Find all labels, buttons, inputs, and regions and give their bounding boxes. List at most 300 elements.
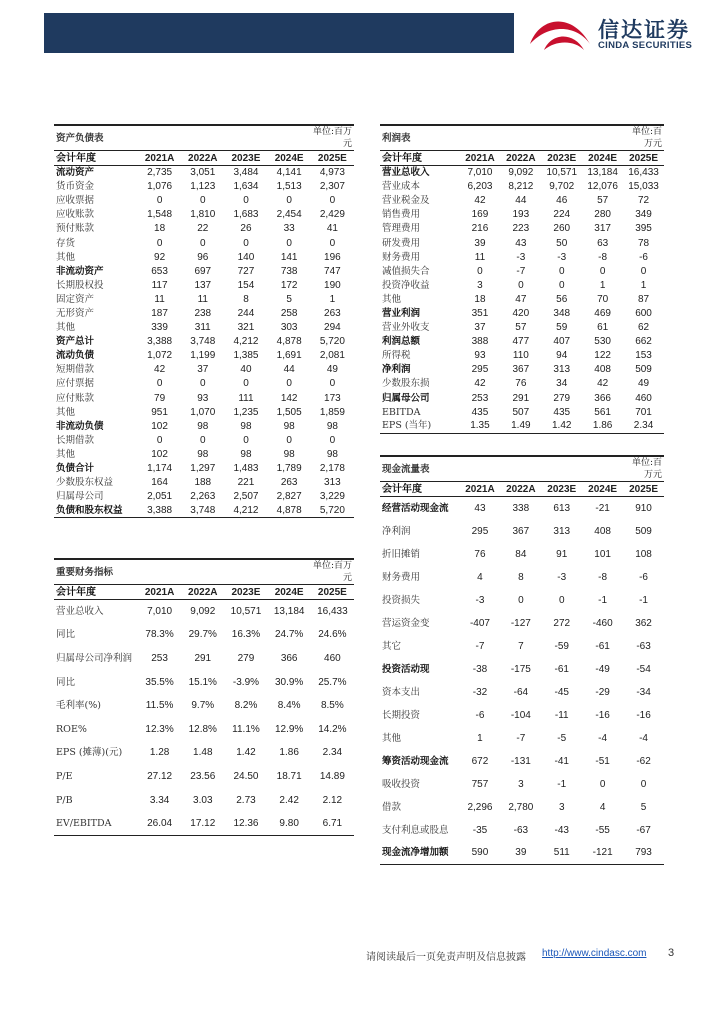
row-value: 727 — [237, 265, 255, 277]
row-label: 负债和股东权益 — [54, 504, 138, 518]
row-value: 24.50 — [233, 770, 259, 782]
row-value: 1,076 — [147, 181, 173, 193]
row-value: 1,123 — [190, 181, 216, 193]
row-value: 0 — [243, 195, 249, 207]
row-value: 12.8% — [188, 723, 217, 735]
row-value: 72 — [637, 195, 650, 207]
row-value: 747 — [324, 265, 341, 277]
income-statement-table — [380, 124, 664, 434]
table-title: 利润表 — [380, 125, 623, 151]
row-value: 0 — [518, 594, 524, 606]
row-value: 2,081 — [319, 350, 345, 362]
row-value: 1,789 — [276, 463, 302, 475]
row-value: 2.73 — [236, 794, 256, 806]
table-header-row — [380, 151, 664, 166]
row-label: 归属母公司净利润 — [56, 652, 133, 664]
row-value: 4 — [599, 801, 606, 813]
row-label: EPS (当年) — [380, 419, 460, 433]
row-value: 388 — [471, 336, 489, 348]
row-value: 0 — [329, 434, 336, 446]
row-value: 1,072 — [147, 350, 173, 362]
table-row — [54, 741, 354, 765]
row-value: 0 — [477, 265, 483, 277]
row-value: 98 — [197, 448, 209, 460]
table-row — [380, 222, 664, 236]
row-value: 0 — [329, 378, 336, 390]
row-label: 同比 — [56, 629, 76, 641]
row-value: 43 — [515, 237, 527, 249]
row-value: 0 — [558, 265, 565, 277]
row-value: 0 — [599, 778, 606, 790]
row-value: 47 — [515, 293, 527, 305]
row-value: 35.5% — [145, 676, 174, 688]
row-value: 258 — [280, 307, 298, 319]
row-value: 366 — [280, 652, 298, 664]
row-value: 13,184 — [587, 167, 618, 179]
row-label: 流动负债 — [56, 350, 95, 362]
row-label: 归属母公司 — [56, 491, 104, 503]
row-value: 101 — [594, 548, 611, 560]
row-label: 借款 — [382, 801, 402, 813]
row-value: 338 — [512, 502, 530, 514]
row-label: EV/EBITDA — [54, 812, 138, 836]
row-value: 57 — [515, 322, 527, 334]
row-value: 477 — [512, 336, 530, 348]
row-value: 14.89 — [319, 770, 345, 782]
row-value: 9,092 — [190, 606, 216, 618]
cinda-logo — [528, 14, 708, 54]
row-label: EBITDA — [382, 406, 421, 418]
table-row — [54, 647, 354, 671]
balance-sheet-table — [54, 124, 354, 518]
column-header: 2021A — [460, 151, 501, 166]
row-value: -6 — [639, 251, 648, 263]
cinda-logo-icon — [528, 14, 594, 54]
table-title: 现金流量表 — [380, 456, 623, 482]
column-header: 2021A — [138, 585, 181, 600]
column-header: 2022A — [500, 151, 541, 166]
row-value: 193 — [512, 209, 530, 221]
row-value: 9,092 — [508, 167, 534, 179]
table-row — [54, 194, 354, 208]
table-row — [54, 349, 354, 363]
row-value: -6 — [475, 709, 485, 721]
row-value: 27.12 — [147, 770, 173, 782]
row-value: 757 — [471, 778, 489, 790]
website-link[interactable]: http://www.cindasc.com — [542, 948, 647, 959]
row-label: 吸收投资 — [382, 778, 421, 790]
row-value: 1,859 — [319, 406, 345, 418]
row-value: 279 — [553, 392, 571, 404]
row-value: 738 — [280, 265, 298, 277]
logo-chinese-text: 信达证券 — [598, 18, 690, 42]
row-value: 303 — [280, 322, 298, 334]
row-value: 91 — [556, 548, 568, 560]
row-value: -62 — [636, 755, 651, 767]
row-label: 负债合计 — [56, 463, 95, 475]
row-value: 313 — [324, 477, 341, 489]
row-label: EPS (摊薄)(元) — [56, 747, 123, 759]
row-value: 2,780 — [508, 801, 534, 813]
row-value: 26.04 — [138, 812, 181, 836]
row-label: 财务费用 — [382, 251, 421, 263]
row-value: -41 — [554, 755, 569, 767]
row-value: 313 — [553, 525, 571, 537]
row-value: 63 — [597, 237, 609, 249]
column-header: 2022A — [181, 585, 224, 600]
row-value: 4 — [477, 571, 483, 583]
row-value: 407 — [553, 336, 571, 348]
row-value: -131 — [510, 755, 531, 767]
row-value: 1.86 — [279, 747, 299, 759]
row-value: 1.42 — [541, 419, 582, 433]
row-value: -127 — [510, 617, 531, 629]
row-label: 营业税金及 — [382, 195, 430, 207]
row-value: 910 — [635, 502, 652, 514]
row-value: 460 — [324, 652, 341, 664]
row-label: 其他 — [382, 732, 402, 744]
row-value: 96 — [197, 251, 209, 263]
row-value: -407 — [469, 617, 490, 629]
row-value: 8.2% — [234, 700, 258, 712]
row-label: 应付票据 — [56, 378, 95, 390]
row-value: 672 — [471, 755, 489, 767]
page-number: 3 — [668, 947, 675, 959]
table-row — [380, 796, 664, 819]
row-label: 固定资产 — [56, 293, 95, 305]
table-row — [380, 543, 664, 566]
row-value: 98 — [326, 420, 338, 432]
row-value: 102 — [151, 420, 168, 432]
row-value: -1 — [598, 594, 608, 606]
row-value: 30.9% — [274, 676, 304, 688]
row-value: 4,878 — [268, 504, 311, 518]
table-row — [54, 208, 354, 222]
table-row — [54, 166, 354, 180]
row-label: 筹资活动现金流 — [382, 755, 449, 767]
row-value: -3.9% — [232, 676, 260, 688]
row-value: 701 — [635, 406, 652, 418]
row-value: 122 — [594, 350, 611, 362]
row-value: -64 — [513, 686, 529, 698]
row-value: 24.6% — [318, 629, 347, 641]
row-value: 291 — [194, 652, 212, 664]
row-value: 0 — [243, 378, 249, 390]
column-header: 2021A — [460, 482, 501, 497]
row-value: 2,429 — [319, 209, 345, 221]
row-value: 3,484 — [233, 167, 259, 179]
row-value: 98 — [240, 420, 252, 432]
table-row — [54, 504, 354, 518]
row-label: 归属母公司 — [382, 392, 430, 404]
row-value: -61 — [554, 663, 569, 675]
table-row — [380, 250, 664, 264]
column-header: 2025E — [623, 482, 664, 497]
row-value: 530 — [594, 336, 611, 348]
row-value: 111 — [238, 392, 254, 404]
row-value: -3 — [557, 251, 567, 263]
row-value: 12.3% — [145, 723, 174, 735]
column-header: 2025E — [311, 585, 354, 600]
row-value: -63 — [636, 640, 651, 652]
column-header: 2024E — [268, 585, 311, 600]
row-value: 408 — [594, 364, 611, 376]
row-value: 40 — [240, 364, 252, 376]
table-row — [54, 278, 354, 292]
row-value: 18.71 — [276, 770, 302, 782]
row-value: 4,212 — [224, 504, 267, 518]
row-value: 2.34 — [322, 747, 343, 759]
row-label: 其他 — [56, 406, 76, 418]
table-row — [54, 788, 354, 812]
row-label: 投资净收益 — [382, 279, 430, 291]
column-header: 会计年度 — [380, 151, 460, 166]
row-value: 59 — [556, 322, 568, 334]
row-value: 4,141 — [276, 167, 302, 179]
table-row — [380, 773, 664, 796]
row-label: 支付利息或股息 — [382, 824, 449, 836]
row-value: 12.36 — [224, 812, 267, 836]
row-label: 短期借款 — [56, 364, 95, 376]
row-value: 17.12 — [181, 812, 224, 836]
row-value: 42 — [474, 378, 486, 390]
row-value: 26 — [240, 223, 252, 235]
row-label: 少数股东权益 — [56, 477, 114, 489]
row-value: -54 — [636, 663, 651, 675]
table-unit: 单位:百万元 — [311, 559, 354, 585]
row-value: 23.56 — [190, 770, 216, 782]
row-label: 营运资金变 — [382, 617, 430, 629]
row-value: 57 — [597, 195, 609, 207]
row-value: 76 — [474, 548, 486, 560]
table-row — [54, 812, 354, 836]
row-value: 62 — [637, 322, 650, 334]
table-row — [380, 658, 664, 681]
row-value: 1 — [329, 293, 336, 305]
row-value: 5 — [640, 801, 647, 813]
row-label: 减值损失合 — [382, 265, 430, 277]
row-value: 0 — [243, 434, 249, 446]
row-value: -7 — [516, 732, 526, 744]
row-label: 应收账款 — [56, 209, 95, 221]
row-value: 98 — [240, 448, 252, 460]
row-value: 1.42 — [236, 747, 256, 759]
table-row — [54, 180, 354, 194]
table-row — [380, 391, 664, 405]
row-value: 613 — [553, 502, 571, 514]
row-label: 货币资金 — [56, 181, 95, 193]
row-value: 1.49 — [500, 419, 541, 433]
row-value: 2.34 — [623, 419, 664, 433]
row-value: 93 — [197, 392, 209, 404]
table-row — [380, 349, 664, 363]
row-label: 预付账款 — [56, 223, 95, 235]
row-value: 653 — [151, 265, 168, 277]
row-value: -460 — [592, 617, 613, 629]
table-row — [54, 694, 354, 718]
table-row — [380, 306, 664, 320]
row-value: 6.71 — [311, 812, 354, 836]
table-title: 资产负债表 — [54, 125, 311, 151]
row-value: 561 — [594, 406, 611, 418]
row-label: 净利润 — [382, 525, 411, 537]
row-value: 793 — [623, 842, 664, 865]
row-value: -3 — [516, 251, 526, 263]
row-value: 3,748 — [190, 336, 216, 348]
row-value: 3,748 — [181, 504, 224, 518]
row-value: 697 — [194, 265, 212, 277]
table-row — [54, 490, 354, 504]
row-value: 313 — [553, 364, 571, 376]
row-value: 39 — [474, 237, 486, 249]
row-value: -67 — [636, 824, 651, 836]
table-row — [54, 363, 354, 377]
row-value: 366 — [594, 392, 611, 404]
row-label: 其他 — [56, 251, 76, 263]
row-value: 951 — [151, 406, 168, 418]
row-value: 44 — [515, 195, 527, 207]
row-value: 420 — [512, 307, 530, 319]
row-value: 56 — [556, 293, 568, 305]
row-value: 34 — [556, 378, 568, 390]
row-value: 311 — [194, 322, 211, 334]
row-value: 172 — [280, 279, 298, 291]
row-value: 1.28 — [149, 747, 170, 759]
table-header-row — [54, 585, 354, 600]
row-value: 511 — [541, 842, 582, 865]
row-value: 15,033 — [628, 181, 659, 193]
row-value: 216 — [471, 223, 489, 235]
row-value: 291 — [512, 392, 530, 404]
row-value: 42 — [154, 364, 166, 376]
row-value: 108 — [635, 548, 652, 560]
row-label: 其他 — [56, 322, 76, 334]
row-value: 367 — [512, 525, 530, 537]
row-value: 18 — [474, 293, 486, 305]
row-value: 110 — [512, 350, 529, 362]
table-row — [380, 842, 664, 865]
table-row — [54, 264, 354, 278]
row-value: 4,212 — [233, 336, 259, 348]
row-value: 224 — [553, 209, 571, 221]
row-value: 0 — [156, 378, 163, 390]
row-label: 销售费用 — [382, 209, 421, 221]
row-label: ROE% — [56, 723, 87, 735]
row-value: 0 — [558, 594, 565, 606]
table-row — [380, 377, 664, 391]
row-value: 10,571 — [546, 167, 578, 179]
row-value: 1,235 — [233, 406, 259, 418]
table-row — [380, 419, 664, 433]
row-value: 1,810 — [190, 209, 216, 221]
row-value: 98 — [326, 448, 338, 460]
row-value: 2,507 — [233, 491, 259, 503]
row-value: 42 — [597, 378, 609, 390]
row-label: 所得税 — [382, 350, 411, 362]
row-value: 9.80 — [268, 812, 311, 836]
row-label: P/E — [56, 770, 73, 782]
row-value: 22 — [197, 223, 209, 235]
row-value: 223 — [512, 223, 530, 235]
table-row — [380, 264, 664, 278]
table-row — [54, 236, 354, 250]
row-value: 3,229 — [319, 491, 345, 503]
table-row — [380, 363, 664, 377]
row-value: -63 — [513, 824, 529, 836]
table-row — [380, 750, 664, 773]
table-row — [380, 589, 664, 612]
row-value: 1,483 — [233, 463, 259, 475]
row-value: -6 — [639, 571, 648, 583]
table-row — [54, 405, 354, 419]
row-value: 79 — [154, 392, 166, 404]
table-row — [380, 520, 664, 543]
row-value: 339 — [151, 322, 168, 334]
row-value: 16.3% — [231, 629, 261, 641]
column-header: 2024E — [582, 151, 623, 166]
row-value: 0 — [200, 237, 206, 249]
row-value: 0 — [243, 237, 249, 249]
row-value: 61 — [597, 322, 609, 334]
row-value: 196 — [324, 251, 341, 263]
row-value: 0 — [286, 378, 292, 390]
table-row — [54, 765, 354, 789]
row-label: 投资损失 — [382, 594, 421, 606]
row-value: 295 — [471, 364, 489, 376]
row-value: -8 — [598, 251, 608, 263]
row-value: 2,827 — [276, 491, 302, 503]
row-value: 4,973 — [319, 167, 345, 179]
row-value: 1.35 — [460, 419, 501, 433]
row-value: 279 — [237, 652, 255, 664]
row-value: 317 — [594, 223, 611, 235]
table-title-row — [54, 559, 354, 585]
row-label: 流动资产 — [56, 167, 95, 179]
row-value: -1 — [639, 594, 648, 606]
row-value: -32 — [472, 686, 488, 698]
table-row — [54, 377, 354, 391]
row-label: 存货 — [56, 237, 76, 249]
row-value: 0 — [156, 195, 163, 207]
row-value: 78.3% — [145, 629, 174, 641]
table-row — [380, 727, 664, 750]
row-value: 280 — [594, 209, 611, 221]
row-value: -175 — [510, 663, 531, 675]
row-value: 1,297 — [190, 463, 216, 475]
row-value: 18 — [154, 223, 166, 235]
row-value: 42 — [474, 195, 486, 207]
row-value: 408 — [594, 525, 611, 537]
table-header-row — [380, 482, 664, 497]
row-value: 321 — [237, 322, 255, 334]
table-unit: 单位:百万元 — [311, 125, 354, 151]
row-value: 41 — [326, 223, 338, 235]
row-value: 2,454 — [276, 209, 302, 221]
row-label: 少数股东损 — [382, 378, 430, 390]
key-financial-ratios-table — [54, 558, 354, 836]
row-value: -29 — [595, 686, 610, 698]
row-value: -11 — [554, 709, 569, 721]
row-value: 49 — [637, 378, 650, 390]
column-header: 会计年度 — [54, 151, 138, 166]
row-label: 营业成本 — [382, 181, 421, 193]
table-title-row — [380, 125, 664, 151]
row-value: 662 — [635, 336, 652, 348]
row-value: 2.42 — [279, 794, 299, 806]
row-label: 无形资产 — [56, 307, 95, 319]
row-label: 营业总收入 — [382, 167, 430, 179]
row-value: 78 — [637, 237, 650, 249]
